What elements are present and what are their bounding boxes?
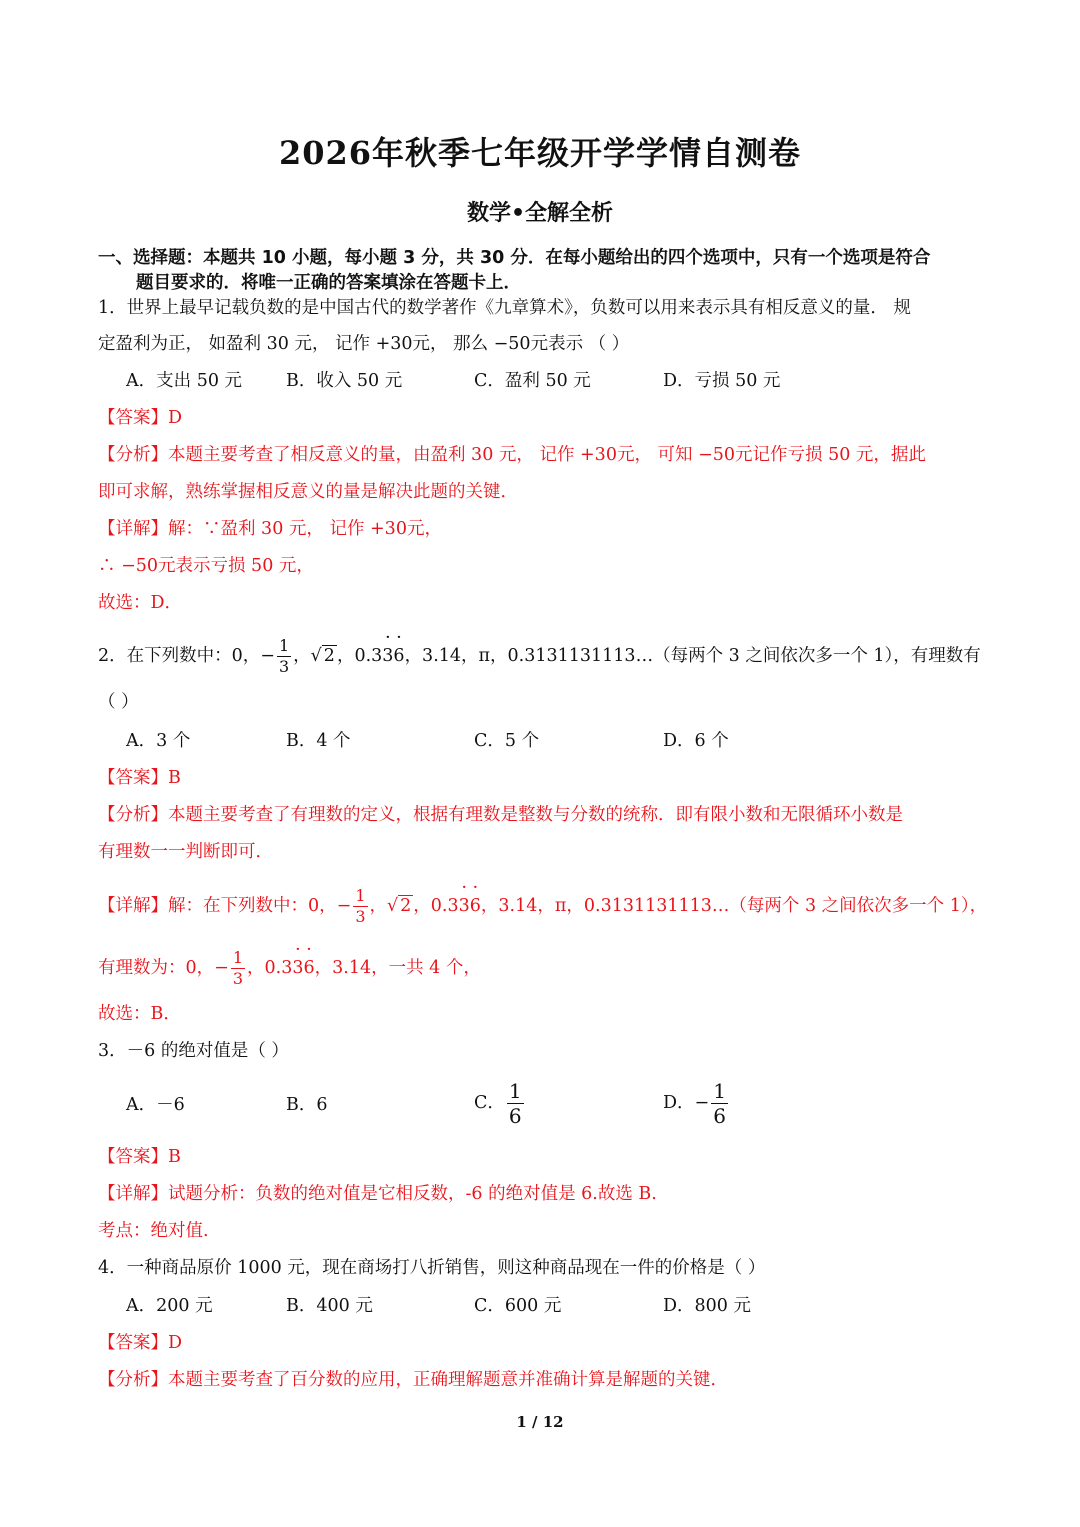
fraction-denominator: 3 bbox=[278, 657, 290, 676]
page-subtitle: 数学•全解全析 bbox=[466, 201, 614, 226]
sqrt-icon: √ bbox=[310, 646, 322, 666]
q2-stem-line1: 2．在下列数中：0，− $\frac{1}{3}$ ，√ 2 ，0.3· 3· 6，3.14，π，0.3131131113…（每两个 3 之间依次多一个 1），有理数有 bbox=[98, 638, 988, 675]
q2-stem-rest: ，3.14，π，0.3131131113…（每两个 3 之间依次多一个 1），有理数有 bbox=[404, 646, 981, 666]
q2-answer: 【答案】B bbox=[98, 768, 181, 788]
q4-analysis: 【分析】本题主要考查了百分数的应用，正确理解题意并准确计算是解题的关键． bbox=[98, 1370, 728, 1390]
q2-detail2-prefix: 有理数为：0， bbox=[98, 958, 215, 978]
fraction-denominator: 3 bbox=[232, 969, 243, 988]
fraction-denominator: 6 bbox=[713, 1104, 726, 1128]
q3-option-a: A．－6 bbox=[126, 1095, 185, 1115]
q1-stem-line1: 1．世界上最早记载负数的是中国古代的数学著作《九章算术》，负数可以用来表示具有相反意义的量． 规 bbox=[98, 298, 911, 318]
sqrt-radicand: 2 bbox=[400, 896, 412, 916]
repeating-digit-3: · 3 bbox=[382, 641, 393, 671]
minus-sign: − bbox=[336, 896, 352, 916]
q2-choice: 故选：B． bbox=[98, 1004, 181, 1024]
repeating-digit-6: · 6 bbox=[470, 891, 481, 921]
fraction-numerator: 1 bbox=[355, 886, 366, 905]
q4-option-c: C．600 元 bbox=[474, 1296, 562, 1316]
repeating-decimal bbox=[431, 896, 481, 916]
q2-analysis-line1: 【分析】本题主要考查了有理数的定义，根据有理数是整数与分数的统称．即有限小数和无限循环小数是 bbox=[98, 805, 903, 825]
q1-stem-line2: 定盈利为正， 如盈利 30 元， 记作 +30元， 那么 −50元表示 （ ） bbox=[98, 334, 630, 354]
section-heading-line1: 一、选择题：本题共 10 小题，每小题 3 分，共 30 分．在每小题给出的四个选项中，只有一个选项是符合 bbox=[98, 248, 931, 268]
q2-detail2-rest: ，3.14，一共 4 个， bbox=[314, 958, 481, 978]
sqrt-two bbox=[387, 891, 413, 921]
repeating-decimal-int: 0.3 bbox=[264, 958, 293, 978]
q3-point: 考点：绝对值. bbox=[98, 1221, 209, 1241]
q3-option-d-label: D． bbox=[663, 1093, 695, 1113]
repeating-decimal-int: 0.3 bbox=[354, 646, 383, 666]
fraction-denominator: 3 bbox=[355, 907, 366, 926]
fraction-one-sixth bbox=[507, 1081, 524, 1126]
repeating-digit-3: · 3 bbox=[292, 953, 303, 983]
q2-detail-prefix: 【详解】解：在下列数中：0， bbox=[98, 896, 337, 916]
q1-option-c: C．盈利 50 元 bbox=[474, 371, 591, 391]
q4-answer: 【答案】D bbox=[98, 1333, 183, 1353]
q2-option-b: B．4 个 bbox=[286, 731, 351, 751]
q4-stem: 4．一种商品原价 1000 元，现在商场打八折销售，则这种商品现在一件的价格是（ ） bbox=[98, 1258, 766, 1278]
q4-option-a: A．200 元 bbox=[126, 1296, 213, 1316]
minus-sign: − bbox=[694, 1093, 710, 1113]
fraction-numerator: 1 bbox=[232, 948, 243, 967]
q1-option-a: A．支出 50 元 bbox=[126, 371, 243, 391]
q1-option-d: D．亏损 50 元 bbox=[663, 371, 781, 391]
fraction-one-third bbox=[231, 950, 245, 987]
q1-detail-line2: ∴ −50元表示亏损 50 元， bbox=[98, 556, 314, 576]
q2-paren: （ ） bbox=[98, 692, 139, 712]
repeating-digit-6: · 6 bbox=[303, 953, 314, 983]
q1-option-b: B．收入 50 元 bbox=[286, 371, 403, 391]
fraction-numerator: 1 bbox=[278, 636, 290, 655]
section-heading-line2: 题目要求的．将唯一正确的答案填涂在答题卡上． bbox=[136, 273, 521, 293]
q1-answer: 【答案】D bbox=[98, 408, 183, 428]
page-number: 1 / 12 bbox=[516, 1413, 564, 1431]
q3-detail: 【详解】试题分析：负数的绝对值是它相反数，-6 的绝对值是 6.故选 B. bbox=[98, 1184, 657, 1204]
q2-analysis-line2: 有理数一一判断即可． bbox=[98, 842, 273, 862]
sqrt-radicand: 2 bbox=[323, 646, 335, 666]
q3-option-c bbox=[474, 1078, 526, 1128]
repeating-decimal bbox=[354, 646, 404, 666]
q3-options bbox=[126, 1078, 986, 1128]
fraction-one-sixth bbox=[711, 1081, 728, 1126]
repeating-decimal-int: 0.3 bbox=[430, 896, 459, 916]
repeating-digit-6: · 6 bbox=[393, 641, 404, 671]
q1-detail-line1: 【详解】解：∵盈利 30 元， 记作 +30元， bbox=[98, 519, 442, 539]
q2-stem-prefix: 2．在下列数中：0， bbox=[98, 646, 261, 666]
q1-choice: 故选：D． bbox=[98, 593, 183, 613]
fraction-numerator: 1 bbox=[713, 1079, 726, 1103]
minus-sign: − bbox=[260, 646, 275, 666]
fraction-one-third bbox=[353, 888, 367, 925]
q3-option-d bbox=[663, 1078, 730, 1128]
q4-option-d: D．800 元 bbox=[663, 1296, 751, 1316]
q2-option-a: A．3 个 bbox=[126, 731, 191, 751]
q3-stem: 3．－6 的绝对值是（ ） bbox=[98, 1041, 289, 1061]
q2-detail-rest: ，3.14，π，0.3131131113…（每两个 3 之间依次多一个 1）， bbox=[480, 896, 988, 916]
q1-analysis-line2: 即可求解，熟练掌握相反意义的量是解决此题的关键． bbox=[98, 482, 518, 502]
sqrt-two bbox=[311, 641, 337, 671]
minus-sign: − bbox=[214, 958, 229, 978]
q2-detail-line2: 有理数为：0，− $\frac{1}{3}$ ，0.3· 3· 6，3.14，一共 4 个， bbox=[98, 950, 988, 987]
fraction-denominator: 6 bbox=[508, 1104, 522, 1128]
q2-option-c: C．5 个 bbox=[474, 731, 540, 751]
fraction-one-third bbox=[277, 638, 291, 675]
repeating-digit-3: · 3 bbox=[459, 891, 470, 921]
q4-option-b: B．400 元 bbox=[286, 1296, 373, 1316]
q3-option-b: B．6 bbox=[286, 1095, 328, 1115]
q3-option-c-label: C． bbox=[474, 1093, 505, 1113]
page-title: 2026年秋季七年级开学学情自测卷 bbox=[278, 134, 802, 172]
q2-option-d: D．6 个 bbox=[663, 731, 729, 751]
fraction-numerator: 1 bbox=[508, 1079, 522, 1103]
sqrt-icon: √ bbox=[387, 896, 399, 916]
q2-detail-line1: 【详解】解：在下列数中：0，− $\frac{1}{3}$ ，√ 2 ，0.3· 3· 6，3.14，π，0.3131131113…（每两个 3 之间依次多一个 1）， bbox=[98, 888, 988, 925]
q1-analysis-line1: 【分析】本题主要考查了相反意义的量，由盈利 30 元， 记作 +30元， 可知 −50元记作亏损 50 元，据此 bbox=[98, 445, 926, 465]
repeating-decimal bbox=[265, 958, 315, 978]
q3-answer: 【答案】B bbox=[98, 1147, 181, 1167]
